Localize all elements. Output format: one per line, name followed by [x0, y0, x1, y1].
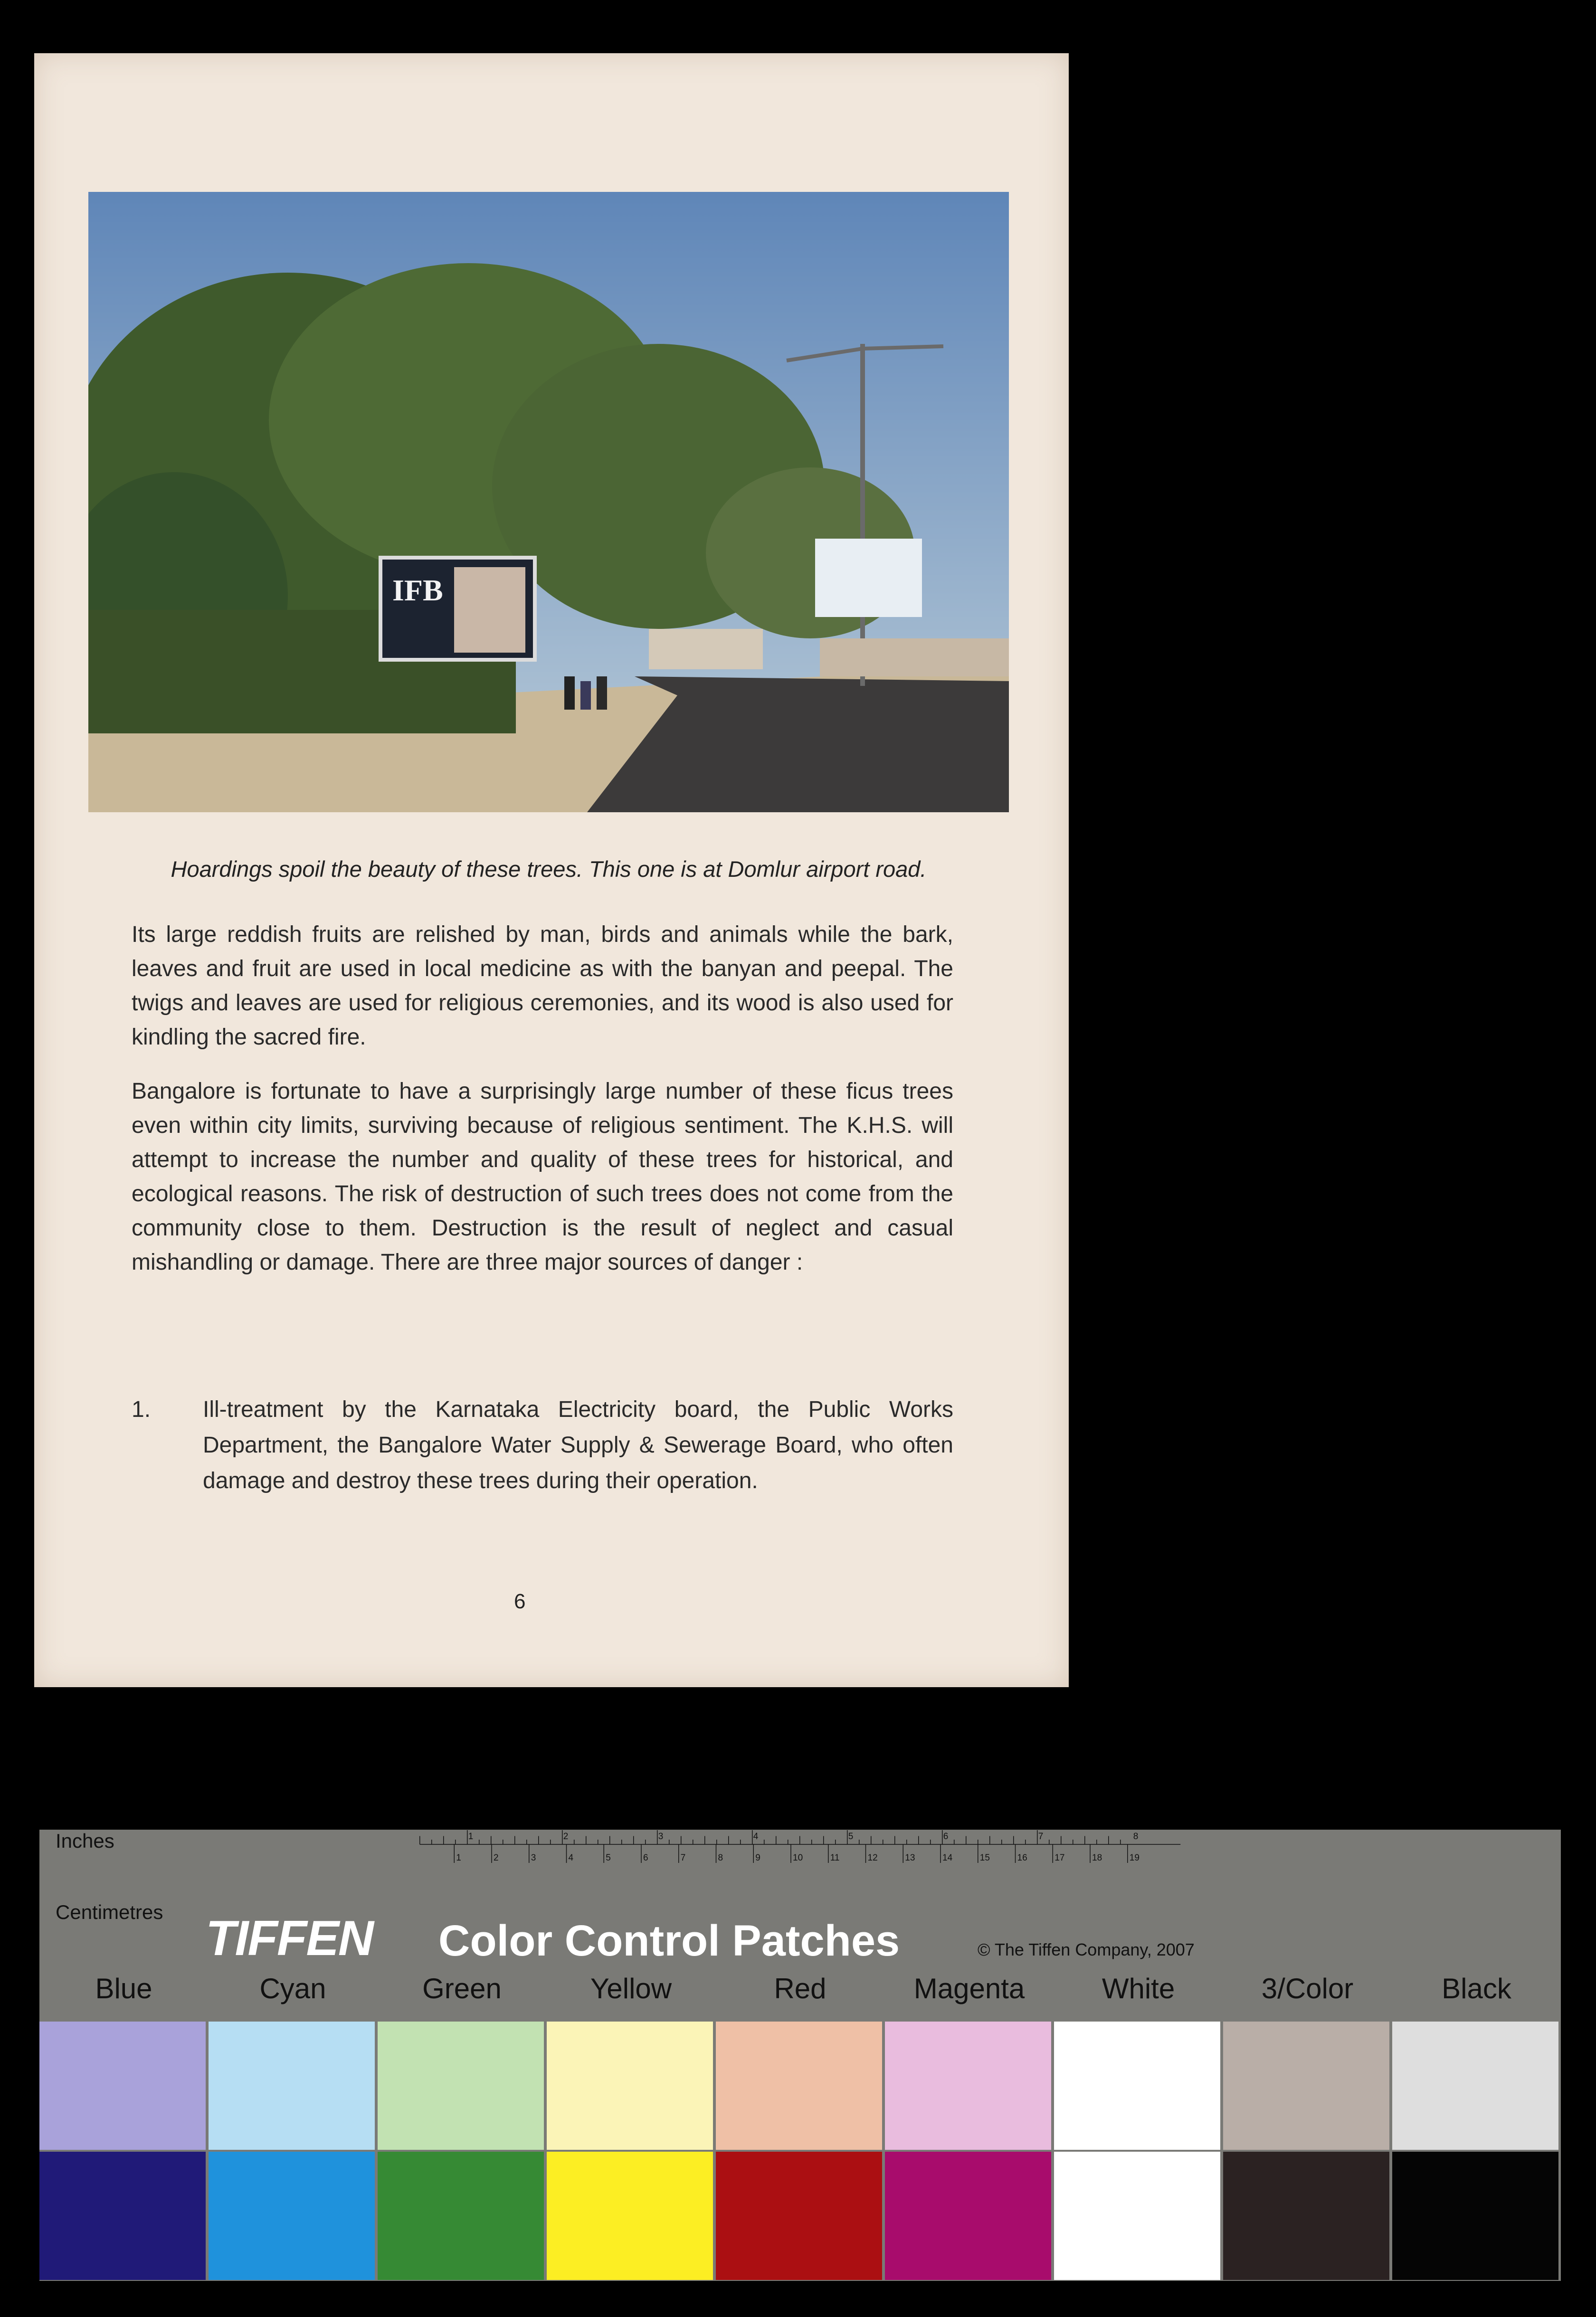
- page-number: 6: [514, 1590, 526, 1613]
- color-control-target: [39, 1830, 1561, 2281]
- street-photo: [88, 192, 1009, 812]
- patch-light: [716, 2022, 882, 2150]
- photo-caption: Hoardings spoil the beauty of these trees. This one is at Domlur airport road.: [171, 856, 927, 882]
- cm-mark: 19: [1129, 1853, 1140, 1863]
- cm-mark: 16: [1017, 1853, 1027, 1863]
- inch-mark: 6: [943, 1832, 949, 1842]
- patch-light: [209, 2022, 375, 2150]
- cm-mark: 7: [680, 1853, 686, 1863]
- cm-mark: 8: [718, 1853, 723, 1863]
- patch-dark: [1392, 2152, 1558, 2280]
- patch-labels: [39, 1972, 1561, 2008]
- list-item-number: 1.: [132, 1397, 151, 1422]
- patch-dark: [39, 2152, 206, 2280]
- ruler: [39, 1830, 1561, 1901]
- patch-dark: [209, 2152, 375, 2280]
- patch-label: Blue: [95, 1973, 152, 2004]
- tiffen-logo: TIFFEN: [206, 1911, 373, 1966]
- patch-dark: [1223, 2152, 1389, 2280]
- cm-mark: 9: [755, 1853, 760, 1863]
- patch-light: [378, 2022, 544, 2150]
- patch-dark: [1054, 2152, 1220, 2280]
- copyright: © The Tiffen Company, 2007: [978, 1940, 1195, 1959]
- cm-mark: 5: [606, 1853, 611, 1863]
- inch-mark: 4: [753, 1832, 759, 1842]
- paragraph-1: Its large reddish fruits are relished by man, birds and animals while the bark, leaves and fruit are used in local medicine as with the banyan and peepal. The twigs and leaves are used for religious ceremonies, and its wood is also used for kindling the sacred fire.: [132, 922, 953, 1050]
- cm-mark: 12: [867, 1853, 878, 1863]
- patch-label: Magenta: [913, 1973, 1025, 2004]
- patch-label: Red: [774, 1973, 826, 2004]
- cm-mark: 11: [830, 1853, 840, 1863]
- inch-mark: 7: [1038, 1832, 1044, 1842]
- paragraph-2: Bangalore is fortunate to have a surprisingly large number of these ficus trees even within city limits, surviving because of religious sentiment. The K.H.S. will attempt to increase the number and quality of these trees for historical, and ecological reasons. The risk of destruction of such trees does not come from the community close to them. Destruction is the result of neglect and casual mishandling or damage. There are three major sources of danger :: [132, 1079, 953, 1275]
- cm-mark: 13: [905, 1853, 915, 1863]
- inches-label: Inches: [56, 1830, 114, 1852]
- cm-mark: 18: [1092, 1853, 1102, 1863]
- billboard-text: IFB: [392, 573, 443, 607]
- list-item-text: Ill-treatment by the Karnataka Electricity board, the Public Works Department, the Bangalore Water Supply & Sewerage Board, who often damage and destroy these trees during their operation.: [203, 1397, 953, 1493]
- patch-dark: [547, 2152, 713, 2280]
- cm-mark: 15: [979, 1853, 990, 1863]
- patch-label: Black: [1442, 1973, 1511, 2004]
- inch-ticks: [420, 1830, 1139, 1844]
- cm-mark: 6: [643, 1853, 648, 1863]
- patch-label: White: [1102, 1973, 1175, 2004]
- centimetres-label: Centimetres: [56, 1901, 163, 1923]
- cm-mark: 10: [793, 1853, 803, 1863]
- patch-light: [1054, 2022, 1220, 2150]
- inch-mark: 3: [658, 1832, 664, 1842]
- inch-mark: 8: [1133, 1832, 1139, 1842]
- cm-mark: 1: [456, 1853, 461, 1863]
- cm-mark: 3: [531, 1853, 536, 1863]
- target-title: Color Control Patches: [438, 1917, 900, 1965]
- patch-dark: [378, 2152, 544, 2280]
- patch-dark: [885, 2152, 1051, 2280]
- patch-label: Yellow: [590, 1973, 672, 2004]
- cm-ticks: [454, 1844, 1140, 1863]
- cm-mark: 2: [494, 1853, 499, 1863]
- inch-mark: 1: [468, 1832, 474, 1842]
- patch-label: Cyan: [259, 1973, 326, 2004]
- inch-mark: 2: [563, 1832, 569, 1842]
- patch-light: [39, 2022, 206, 2150]
- patch-grid: [39, 2022, 1561, 2281]
- patch-label: 3/Color: [1261, 1973, 1354, 2004]
- patch-light: [1392, 2022, 1558, 2150]
- patch-label: Green: [422, 1973, 502, 2004]
- street-photo-image: [88, 192, 1009, 812]
- patch-dark: [716, 2152, 882, 2280]
- inch-mark: 5: [848, 1832, 854, 1842]
- cm-mark: 17: [1054, 1853, 1065, 1863]
- cm-mark: 14: [942, 1853, 953, 1863]
- document-page: [34, 53, 1069, 1687]
- patch-light: [1223, 2022, 1389, 2150]
- patch-light: [547, 2022, 713, 2150]
- cm-mark: 4: [568, 1853, 574, 1863]
- patch-light: [885, 2022, 1051, 2150]
